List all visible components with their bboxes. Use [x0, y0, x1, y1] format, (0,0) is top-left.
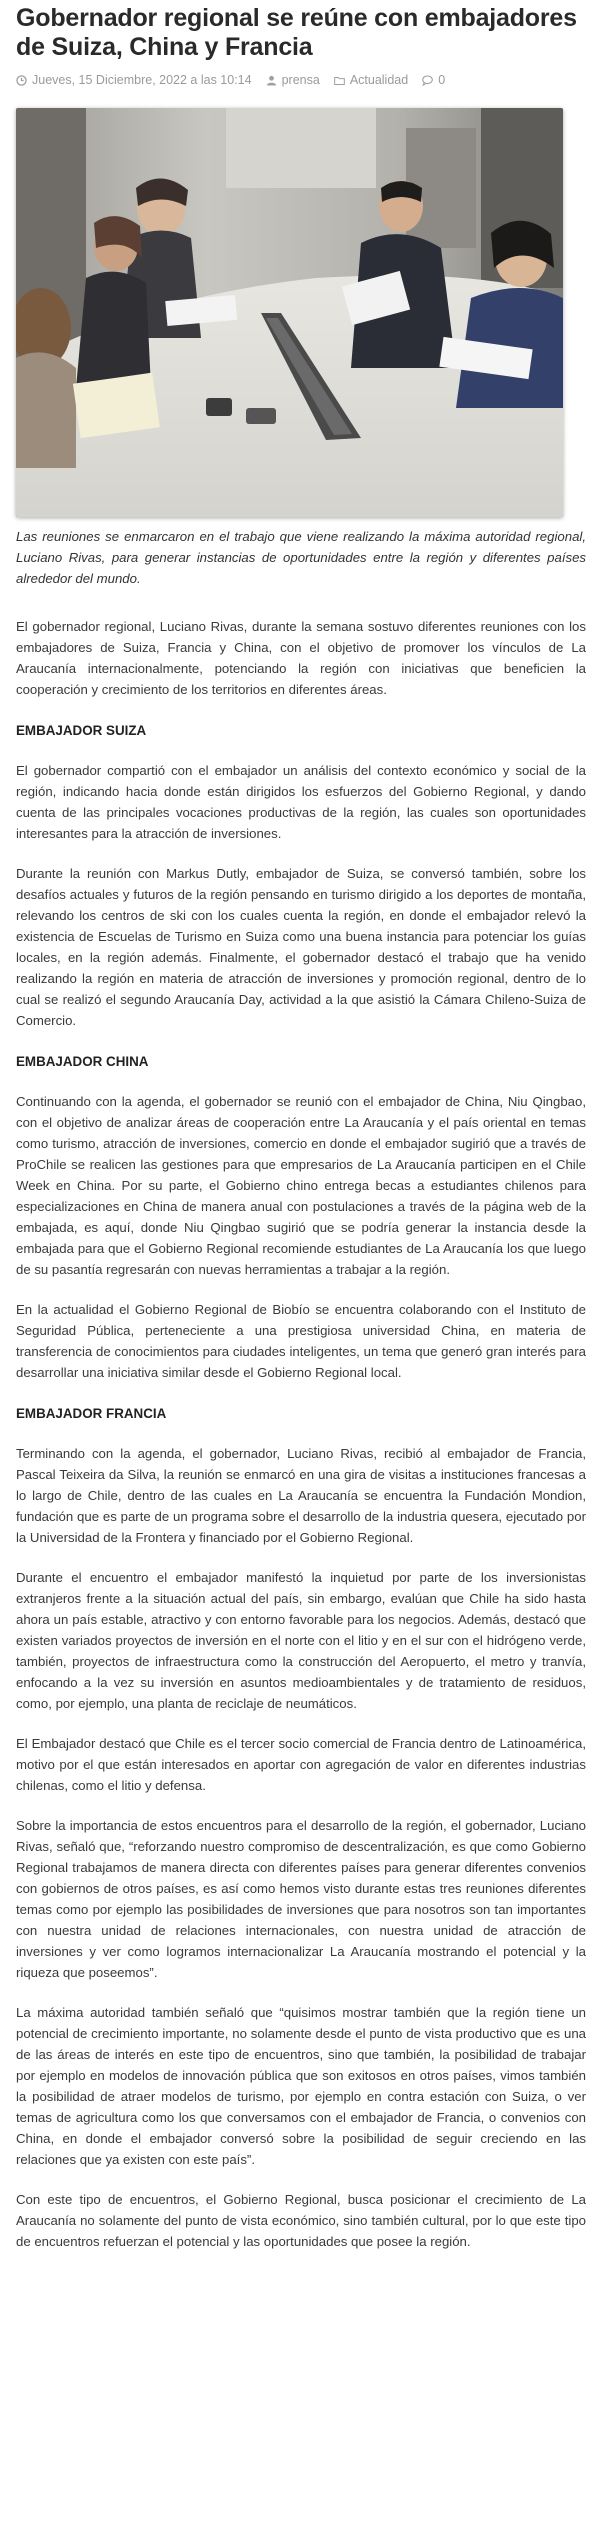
paragraph-francia-6: Con este tipo de encuentros, el Gobierno Regional, busca posicionar el crecimiento de La Araucanía no solamente del punto de vista económico, sino también cultural, por lo que este tipo de encuentros refuerzan el potencial y las oportunidades que posee la región.	[16, 2192, 586, 2250]
paragraph-suiza-2: Durante la reunión con Markus Dutly, embajador de Suiza, se conversó también, sobre los desafíos actuales y futuros de la región pensando en turismo dirigido a los deportes de montaña, relevando los centros de ski con los cuales cuenta la región, en donde el embajador relevó la existencia de Escuelas de Turismo en Suiza como una buena instancia para potenciar los guías locales, en la región además. Finalmente, el gobernador destacó el trabajo que ha venido realizando la región en materia de atracción de inversiones y promoción regional, dentro de lo cual se realizó el segundo Araucanía Day, actividad a la que asistió la Cámara Chileno-Suiza de Comercio.	[16, 866, 586, 1029]
section-heading-suiza: EMBAJADOR SUIZA	[16, 723, 147, 739]
post-date	[16, 73, 252, 87]
post-category-link[interactable]: Actualidad	[349, 73, 409, 87]
paragraph-francia-5: La máxima autoridad también señaló que “quisimos mostrar también que la región tiene un potencial de crecimiento importante, no solamente desde el punto de vista productivo que es una de las áreas de interés en este tipo de encuentros, sino que también, la posibilidad de trabajar por ejemplo en modelos de innovación pública que son exitosos en otros países, vimos también la posibilidad de atraer modelos de turismo, por ejemplo en contra estación con Suiza, o ver temas de agricultura como los que conversamos con el embajador de Francia, o convenios con China, en donde el embajador conversó sobre la posibilidad de seguir creciendo en las relaciones que ya existen con este país”.	[16, 2005, 586, 2168]
post-author[interactable]	[266, 73, 320, 87]
paragraph-francia-3: El Embajador destacó que Chile es el tercer socio comercial de Francia dentro de Latinoamérica, motivo por el que están interesados en aportar con agregación de valor en diferentes industrias chilenas, como el litio y defensa.	[16, 1736, 586, 1794]
post-comments[interactable]	[422, 73, 445, 87]
comment-icon	[422, 75, 433, 86]
paragraph-francia-1: Terminando con la agenda, el gobernador, Luciano Rivas, recibió al embajador de Francia, Pascal Teixeira da Silva, la reunión se enmarcó en una gira de visitas a instituciones francesas a lo largo de Chile, dentro de las cuales en La Araucanía se encuentra la Fundación Mondion, fundación que es parte de un programa sobre el desarrollo de la industria quesera, ejecutado por la Universidad de la Frontera y financiado por el Gobierno Regional.	[16, 1446, 586, 1546]
section-heading-francia: EMBAJADOR FRANCIA	[16, 1406, 167, 1422]
paragraph-francia-2: Durante el encuentro el embajador manifestó la inquietud por parte de los inversionistas extranjeros frente a la situación actual del país, sin embargo, evalúan que Chile ha sido hasta ahora un país estable, atractivo y con entorno favorable para los negocios. Además, destacó que existen variados proyectos de inversión en el norte con el litio y en el sur con el hidrógeno verde, también, proyectos de infraestructura como la construcción del Aeropuerto, el metro y tranvía, enfocando a la vez su inversión en asuntos medioambientales y de tratamiento de residuos, como, por ejemplo, una planta de reciclaje de neumáticos.	[16, 1570, 586, 1712]
intro-paragraph: El gobernador regional, Luciano Rivas, durante la semana sostuvo diferentes reuniones con los embajadores de Suiza, Francia y China, con el objetivo de promover los vínculos de La Araucanía internacionalmente, potenciando la región con iniciativas que beneficien la cooperación y crecimiento de los territorios en diferentes áreas.	[16, 619, 586, 698]
paragraph-china-2: En la actualidad el Gobierno Regional de Biobío se encuentra colaborando con el Instituto de Seguridad Pública, perteneciente a una prestigiosa universidad China, en materia de transferencia de conocimientos para ciudades inteligentes, un tema que generó gran interés para desarrollar una iniciativa similar desde el Gobierno Regional local.	[16, 1302, 586, 1381]
paragraph-suiza-1: El gobernador compartió con el embajador un análisis del contexto económico y social de la región, indicando hacia donde están dirigidos los esfuerzos del Gobierno Regional, y dando cuenta de las principales vocaciones productivas de la región, las cuales son oportunidades interesantes para la atracción de inversiones.	[16, 763, 586, 842]
post-comments-link[interactable]: 0	[438, 73, 446, 87]
post-category[interactable]	[334, 73, 408, 87]
paragraph-china-1: Continuando con la agenda, el gobernador se reunió con el embajador de China, Niu Qingbao, con el objetivo de analizar áreas de cooperación entre La Araucanía y el país oriental en temas como turismo, atracción de inversiones, comercio en donde el embajador sugirió que a través de ProChile se realicen las gestiones para que empresarios de La Araucanía participen en el Chile Week en China. Por su parte, el Gobierno chino entrega becas a estudiantes chilenos para especializaciones en China de manera anual con postulaciones a través de la página web de la embajada, es aquí, donde Niu Qingbao sugirió que se podría generar la instancia desde la embajada para que el Gobierno Regional recomiende estudiantes de La Araucanía los que luego de su pasantía regresarán con nuevas herramientas a trabajar a la región.	[16, 1094, 586, 1278]
post-meta	[16, 71, 586, 89]
section-heading-china: EMBAJADOR CHINA	[16, 1054, 149, 1070]
article-photo	[16, 108, 563, 517]
paragraph-francia-4: Sobre la importancia de estos encuentros para el desarrollo de la región, el gobernador, Luciano Rivas, señaló que, “reforzando nuestro compromiso de descentralización, es que como Gobierno Regional trabajamos de manera directa con diferentes países para generar diferentes convenios con gobiernos de otros países, es así como hemos visto durante estas tres reuniones diferentes temas como por ejemplo las posibilidades de inversiones que para nosotros son tan importantes con nuestra unidad de relaciones internacionales, con nuestra unidad de atracción de inversiones y ver como logramos internacionalizar La Araucanía mostrando el potencial y la riqueza que poseemos”.	[16, 1818, 586, 1981]
folder-icon	[334, 75, 345, 86]
user-icon	[266, 75, 277, 86]
article	[0, 4, 602, 2252]
clock-icon	[16, 75, 27, 86]
photo-caption: Las reuniones se enmarcaron en el trabajo que viene realizando la máxima autoridad regional, Luciano Rivas, para generar instancias de oportunidades entre la región y diferentes países alrededor del mundo.	[16, 529, 586, 586]
post-date-text: Jueves, 15 Diciembre, 2022 a las 10:14	[32, 73, 252, 87]
post-author-link[interactable]: prensa	[281, 73, 320, 87]
article-title: Gobernador regional se reúne con embajadores de Suiza, China y Francia	[16, 4, 577, 61]
